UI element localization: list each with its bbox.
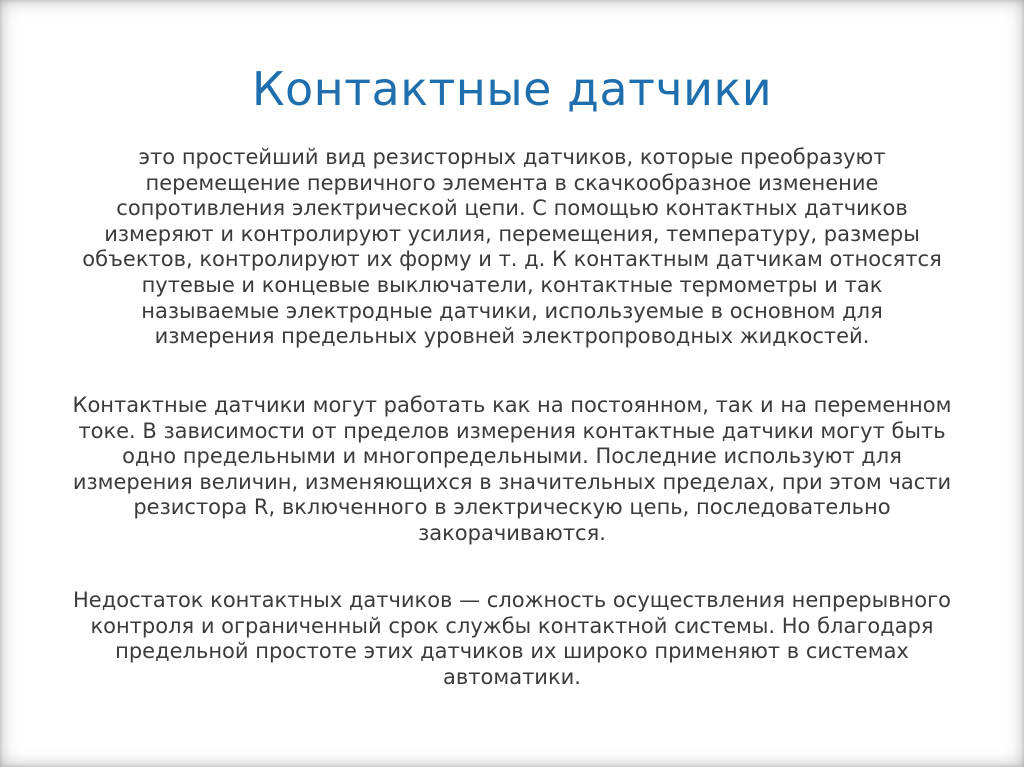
paragraph-line: перемещение первичного элемента в скачкообразное изменение	[145, 170, 879, 195]
paragraph-line: сопротивления электрической цепи. С помощью контактных датчиков	[116, 196, 908, 221]
paragraph-line: контроля и ограниченный срок службы контактной системы. Но благодаря	[90, 613, 934, 638]
paragraph-line: объектов, контролируют их форму и т. д. К контактным датчикам относятся	[82, 247, 942, 272]
paragraph-operation	[52, 393, 972, 547]
paragraph-line: автоматики.	[443, 664, 581, 689]
paragraph-line: закорачиваются.	[418, 520, 606, 545]
paragraph-line: одно предельными и многопредельными. Последние используют для	[122, 444, 902, 469]
paragraph-line: путевые и концевые выключатели, контактные термометры и так	[141, 272, 883, 297]
slide-title: Контактные датчики	[251, 62, 773, 116]
paragraph-definition	[52, 145, 972, 350]
paragraph-line: предельной простоте этих датчиков их широко применяют в системах	[115, 639, 909, 664]
paragraph-line: измерения предельных уровней электропроводных жидкостей.	[154, 324, 870, 349]
paragraph-line: измеряют и контролируют усилия, перемещения, температуру, размеры	[104, 221, 920, 246]
paragraph-line: токе. В зависимости от пределов измерения контактные датчики могут быть	[78, 418, 946, 443]
paragraph-drawbacks	[52, 588, 972, 690]
paragraph-line: измерения величин, изменяющихся в значительных пределах, при этом части	[72, 469, 952, 494]
paragraph-line: Контактные датчики могут работать как на постоянном, так и на переменном	[72, 393, 952, 417]
paragraph-line: резистора R, включенного в электрическую цепь, последовательно	[133, 495, 891, 520]
paragraph-line: Недостаток контактных датчиков — сложность осуществления непрерывного	[72, 588, 952, 612]
paragraph-line: это простейший вид резисторных датчиков, которые преобразуют	[138, 145, 886, 169]
paragraph-line: называемые электродные датчики, используемые в основном для	[141, 298, 883, 323]
